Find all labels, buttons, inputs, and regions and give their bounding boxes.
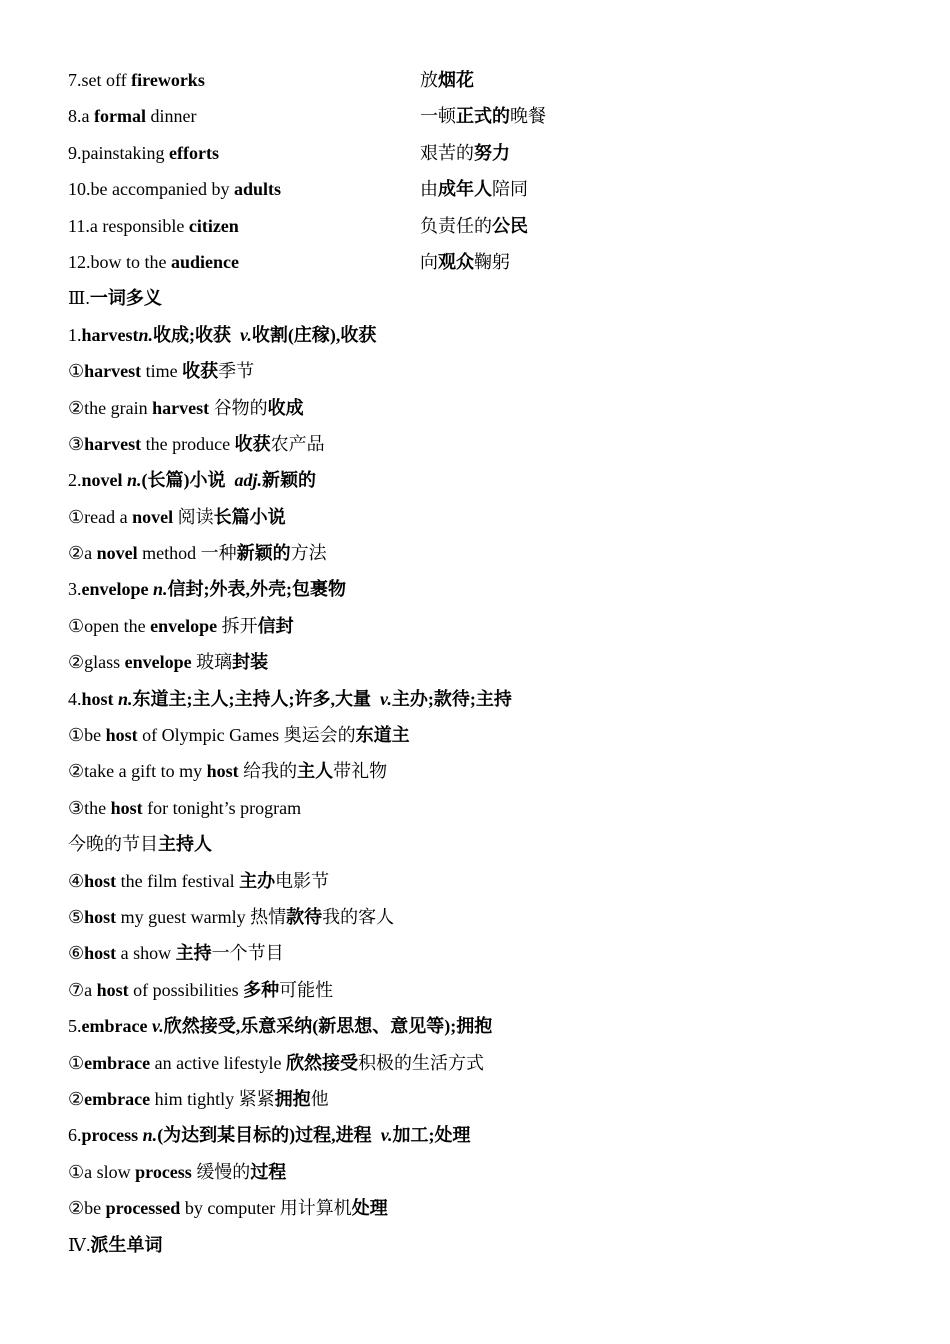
phrase-text: painstaking [81,142,169,163]
headword: envelope [81,579,149,600]
headword: novel [81,470,123,491]
key-word: formal [94,106,146,127]
example-text: 玻璃 [191,652,233,673]
example-text: 拆开 [217,615,258,636]
translation-key: 收成 [267,397,304,418]
part-of-speech: n. [127,470,142,491]
example-text: the produce [141,433,235,454]
translation-key: 努力 [474,142,510,163]
part-of-speech: n. [142,1125,158,1146]
key-word: citizen [188,215,239,236]
translation-text: 鞠躬 [474,251,510,272]
translation-text: 农产品 [270,433,325,454]
part-of-speech: adj. [234,470,263,491]
example-line [68,753,888,789]
translation-key: 观众 [438,251,474,272]
item-number: 11. [68,215,90,236]
example-marker: ③ [68,797,85,818]
key-word: host [84,870,117,891]
translation-key: 成年人 [438,179,492,200]
section-title: 派生单词 [90,1234,163,1255]
translation-text: 方法 [290,543,327,564]
example-text: a [84,543,97,564]
document-page [68,62,888,1263]
example-text: open the [84,615,151,636]
key-word: host [84,906,117,927]
phrase-row [68,171,888,207]
example-text: method 一种 [137,543,237,564]
translation-key: 过程 [250,1161,287,1182]
example-line [68,863,888,899]
translation-text: 积极的生活方式 [358,1052,485,1073]
key-word: embrace [84,1088,151,1109]
key-word: host [206,761,239,782]
translation-key: 封装 [232,652,269,673]
translation-text: 今晚的节目 [68,834,158,855]
item-number: 7. [68,70,82,90]
item-number: 9. [68,142,82,163]
entry-number: 6. [68,1125,82,1146]
translation-text: 由 [420,179,438,200]
example-line [68,644,888,680]
example-text: of Olympic Games 奥运会的 [137,725,356,746]
example-text: take a gift to my [84,761,207,782]
part-of-speech: n. [138,324,154,345]
example-text: an active lifestyle [150,1052,287,1073]
translation-text: 电影节 [275,870,330,891]
translation-key: 东道主 [355,725,410,746]
key-word: envelope [124,652,192,673]
example-text: a [84,979,97,1000]
definition: 收成;收获 [153,324,232,345]
phrase-row [68,135,888,171]
definition: (长篇)小说 [141,470,226,491]
example-line [68,535,888,571]
key-word: audience [171,251,240,272]
translation-text: 陪同 [492,179,528,200]
translation-key: 公民 [492,215,528,236]
example-marker: ③ [68,433,85,454]
headword: embrace [81,1016,148,1037]
section-heading [68,280,888,316]
example-text: glass [84,652,125,673]
example-line [68,499,888,535]
example-line [68,353,888,389]
translation-text: 他 [310,1088,329,1109]
example-text: by computer 用计算机 [180,1198,352,1219]
key-word: host [105,725,138,746]
entry-number: 1. [68,324,82,345]
example-marker: ⑥ [68,943,85,964]
example-marker: ⑦ [68,979,85,1000]
example-marker: ① [68,1161,85,1182]
example-marker: ⑤ [68,906,85,927]
entry-number: 5. [68,1016,82,1037]
example-text: him tightly 紧紧 [150,1088,275,1109]
example-text: 给我的 [238,761,298,782]
definition: 主办;款待;主持 [391,688,512,709]
item-number: 10. [68,179,91,200]
translation-text: 季节 [218,361,255,382]
key-word: harvest [152,397,210,418]
key-word: processed [105,1198,181,1219]
example-line [68,717,888,753]
example-line [68,1190,888,1226]
part-of-speech: n. [153,579,168,600]
phrase-text: bow to the [90,251,171,272]
phrase-row [68,244,888,280]
section-title: 一词多义 [89,288,162,309]
example-marker: ② [68,761,85,782]
translation-text: 一顿 [420,106,456,127]
translation-text: 我的客人 [322,906,395,927]
key-word: host [84,943,117,964]
example-text: be [84,725,106,746]
item-number: 12. [68,251,91,272]
example-text: for tonight’s program [142,797,302,818]
definition: 加工;处理 [392,1125,471,1146]
example-text: time [141,361,183,382]
example-text: read a [84,506,133,527]
example-marker: ① [68,615,85,636]
example-line [68,608,888,644]
key-word: host [96,979,129,1000]
example-marker: ① [68,506,85,527]
translation-key: 烟花 [438,70,474,90]
word-entry [68,1117,888,1153]
definition: 欣然接受,乐意采纳(新思想、意见等);拥抱 [163,1016,493,1037]
key-word: host [110,797,143,818]
definition: (为达到某目标的)过程,进程 [157,1125,372,1146]
example-text: of possibilities [128,979,244,1000]
example-continuation [68,826,888,862]
key-word: process [135,1161,192,1182]
phrase-text: dinner [145,106,197,127]
part-of-speech: v. [151,1016,164,1037]
example-text: be [84,1198,106,1219]
section-heading [68,1227,888,1263]
translation-key: 收获 [234,433,271,454]
phrase-row [68,62,888,98]
translation-text: 带礼物 [333,761,388,782]
example-text: a show [116,943,176,964]
example-text: a slow [84,1161,136,1182]
part-of-speech: v. [240,324,252,345]
section-number: Ⅲ. [68,288,90,309]
translation-key: 长篇小说 [213,506,286,527]
translation-text: 负责任的 [420,215,492,236]
example-line [68,1154,888,1190]
translation-key: 主办 [239,870,276,891]
translation-key: 主持 [175,943,212,964]
word-entry [68,571,888,607]
example-marker: ① [68,361,85,382]
key-word: efforts [169,142,219,163]
example-marker: ② [68,543,85,564]
phrase-row [68,208,888,244]
translation-key: 信封 [257,615,294,636]
definition: 东道主;主人;主持人;许多,大量 [132,688,372,709]
example-text: 谷物的 [209,397,268,418]
definition: 新颖的 [262,470,317,491]
translation-key: 主人 [297,761,334,782]
example-text: the film festival [116,870,240,891]
example-marker: ④ [68,870,85,891]
example-line [68,899,888,935]
example-marker: ① [68,725,85,746]
translation-text: 艰苦的 [420,142,474,163]
key-word: adults [233,179,281,200]
example-line [68,426,888,462]
word-entry [68,1008,888,1044]
translation-key: 正式的 [456,106,510,127]
example-marker: ② [68,652,85,673]
example-line [68,935,888,971]
translation-key: 收获 [182,361,219,382]
word-entry [68,681,888,717]
word-entry [68,317,888,353]
item-number: 8. [68,106,82,127]
translation-key: 欣然接受 [286,1052,359,1073]
entry-number: 4. [68,688,82,709]
example-marker: ① [68,1052,85,1073]
translation-key: 多种 [243,979,280,1000]
translation-text: 可能性 [279,979,334,1000]
translation-key: 处理 [351,1198,388,1219]
phrase-row [68,98,888,134]
example-line [68,972,888,1008]
translation-text: 放 [420,70,438,90]
part-of-speech: v. [380,688,392,709]
definition: 收割(庄稼),收获 [251,324,377,345]
example-line [68,1081,888,1117]
translation-key: 主持人 [158,834,212,855]
phrase-text: a responsible [89,215,189,236]
example-line [68,390,888,426]
entry-number: 2. [68,470,82,491]
key-word: novel [132,506,174,527]
translation-text: 一个节目 [211,943,284,964]
translation-key: 拥抱 [274,1088,311,1109]
translation-key: 新颖的 [236,543,291,564]
translation-text: 晚餐 [510,106,546,127]
section-number: Ⅳ. [68,1234,91,1255]
word-entry [68,462,888,498]
definition: 信封;外表,外壳;包裹物 [167,579,347,600]
key-word: embrace [84,1052,151,1073]
example-marker: ② [68,1198,85,1219]
translation-key: 款待 [286,906,323,927]
phrase-text: a [81,106,94,127]
part-of-speech: v. [380,1125,393,1146]
example-line [68,1045,888,1081]
phrase-text: set off [81,70,132,90]
key-word: harvest [84,361,142,382]
part-of-speech: n. [118,688,133,709]
example-text: my guest warmly 热情 [116,906,287,927]
key-word: harvest [84,433,142,454]
phrase-text: be accompanied by [90,179,234,200]
example-marker: ② [68,1088,85,1109]
entry-number: 3. [68,579,82,600]
key-word: envelope [150,615,218,636]
example-text: the grain [84,397,153,418]
headword: process [81,1125,139,1146]
example-text: 缓慢的 [191,1161,251,1182]
key-word: fireworks [131,70,205,90]
headword: host [81,688,114,709]
headword: harvest [81,324,139,345]
key-word: novel [96,543,138,564]
example-text: 阅读 [173,506,214,527]
example-line [68,790,888,826]
example-text: the [84,797,111,818]
translation-text: 向 [420,251,438,272]
example-marker: ② [68,397,85,418]
